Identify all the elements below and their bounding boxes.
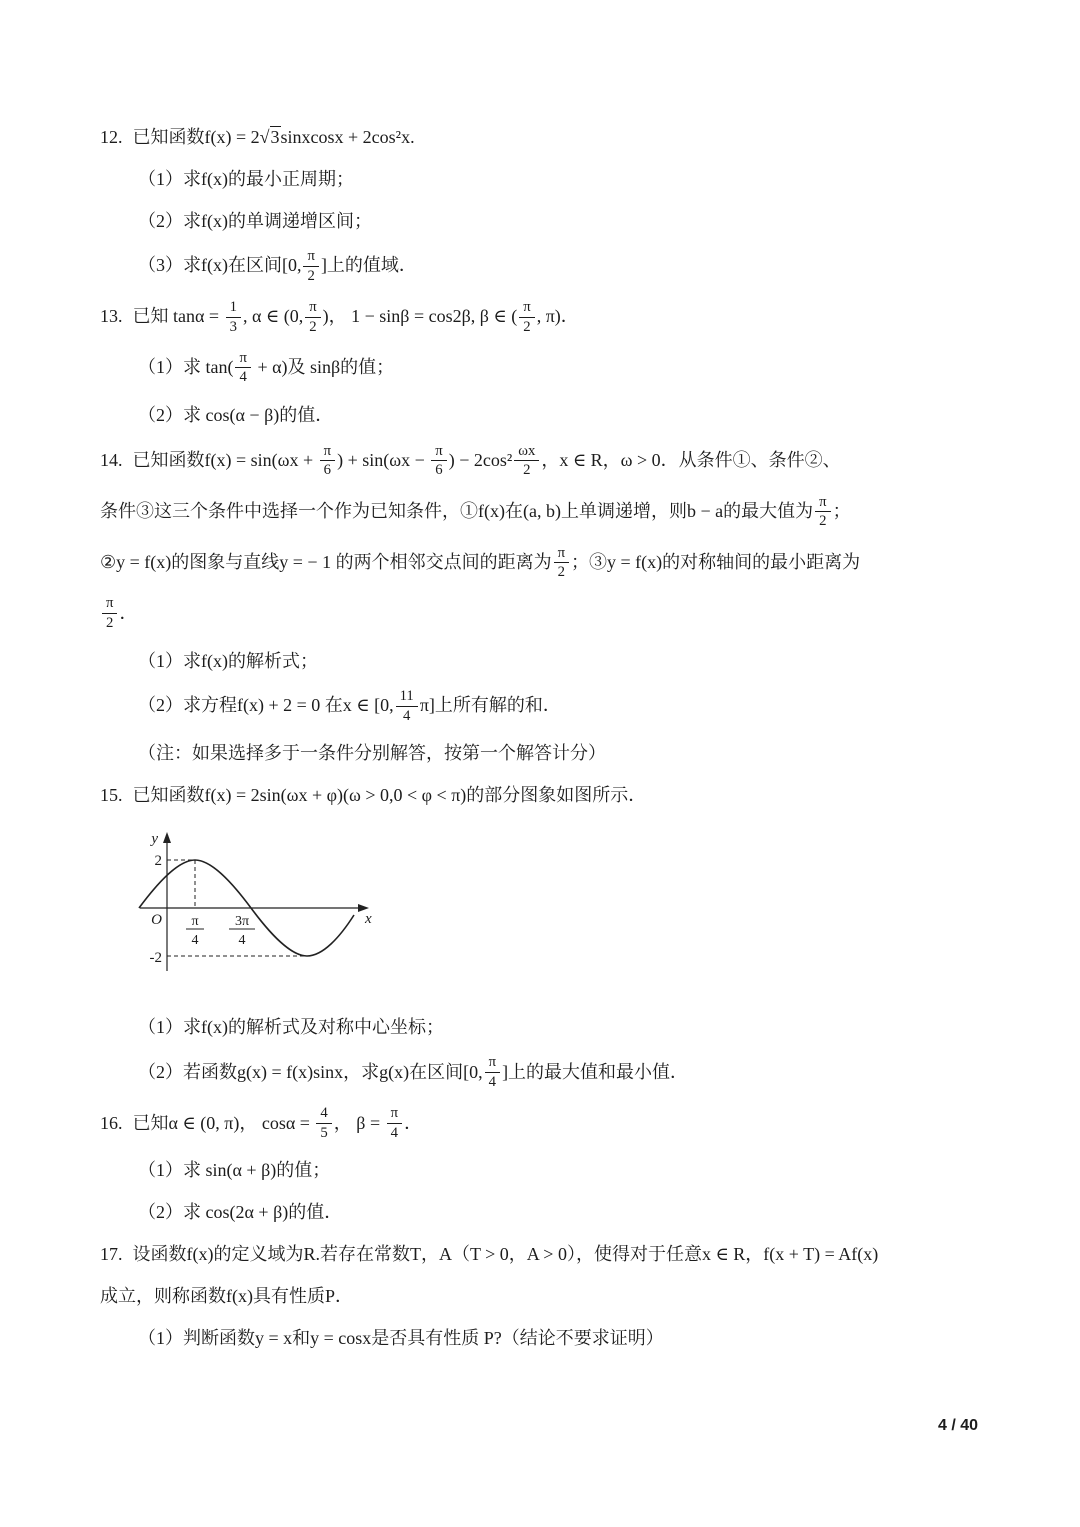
- tick-3pi4-denominator: 4: [238, 932, 246, 948]
- problem-intro-line: [100, 299, 982, 337]
- y-axis-label: y: [151, 830, 158, 847]
- tick-pi4-denominator: 4: [191, 932, 199, 948]
- tick-pi4-numerator: π: [191, 913, 199, 929]
- problem-16: [100, 1106, 982, 1228]
- problem-number: 13.: [100, 306, 123, 327]
- problem-subitems: [100, 1324, 982, 1353]
- problem-intro-line: 成立，则称函数f(x)具有性质P．: [100, 1285, 353, 1306]
- problem-intro-line: [100, 443, 982, 481]
- problem-intro-line: [100, 781, 982, 810]
- ymin-label: -2: [149, 949, 162, 966]
- problem-intro-text: 已知函数f(x) = 2sin(ωx + φ)(ω > 0,0 < φ < π)的部分图象如图所示．: [132, 785, 647, 806]
- problem-item: （2）求方程f(x) + 2 = 0 在x ∈ [0, $\frac{11}{4}$ π]上所有解的和．: [138, 688, 561, 724]
- problem-item: （2）求 cos(2α + β)的值．: [138, 1202, 343, 1223]
- problem-item: （2）求f(x)的单调递增区间；: [138, 210, 372, 231]
- sine-graph-figure: [122, 823, 982, 1000]
- problem-number: 15.: [100, 785, 123, 806]
- problem-item: （1）求f(x)的解析式；: [138, 650, 318, 671]
- problem-intro-line: 条件③这三个条件中选择一个作为已知条件，①f(x)在(a, b)上单调递增，则b − a的最大值为 $\frac{\pi}{2}$ ；: [100, 493, 851, 530]
- problem-item: （2）求 cos(α − β)的值．: [138, 405, 334, 426]
- problem-item: （1）求 sin(α + β)的值；: [138, 1160, 331, 1181]
- problem-17: [100, 1240, 982, 1352]
- problem-intro-line: [100, 123, 982, 152]
- problem-intro-line: [100, 1240, 982, 1269]
- problem-13: [100, 299, 982, 430]
- problem-item: （2）若函数g(x) = f(x)sinx，求g(x)在区间[0, $\frac{\pi}{4}$ ]上的最大值和最小值．: [138, 1054, 689, 1090]
- problem-intro-text: 已知函数f(x) = sin(ωx + $\frac{\pi}{6}$ ) + sin(ωx − $\frac{\pi}{6}$ ) − 2cos² $\frac{\omega x}{2}$ ，x ∈ R，ω > 0．从条件①、条件②、: [132, 442, 841, 479]
- problem-12: [100, 123, 982, 286]
- problem-number: 16.: [100, 1112, 123, 1133]
- problem-15-graph: [122, 823, 384, 995]
- tick-3pi4-numerator: 3π: [234, 913, 250, 929]
- problem-intro-line: $\frac{\pi}{2}$ ．: [100, 596, 982, 634]
- problem-14: [100, 443, 982, 768]
- problem-item: （1）求f(x)的最小正周期；: [138, 168, 354, 189]
- problem-subitems: [100, 1156, 982, 1227]
- page-number: 4 / 40: [937, 1417, 978, 1434]
- problem-intro-line: [100, 1106, 982, 1144]
- problem-note: （注：如果选择多于一条件分别解答，按第一个解答计分）: [138, 743, 606, 764]
- problem-subitems: [100, 647, 982, 769]
- problem-subitems: [100, 1013, 982, 1093]
- problem-subitems: [100, 165, 982, 287]
- problem-intro-text: 已知函数f(x) = 2√3sinxcosx + 2cos²x.: [132, 127, 415, 147]
- problem-subitems: [100, 350, 982, 430]
- problem-number: 17.: [100, 1244, 123, 1265]
- problem-item: （3）求f(x)在区间[0, $\frac{\pi}{2}$ ]上的值域．: [138, 248, 417, 284]
- problem-intro-text: 已知 tanα = $\frac{1}{3}$ , α ∈ (0, $\frac{\pi}{2}$ )， 1 − sinβ = cos2β, β ∈ ( $\frac{\pi}{2}$ , π)．: [132, 299, 579, 335]
- problem-15: [100, 781, 982, 1093]
- problem-number: 12.: [100, 127, 123, 147]
- problem-item: （1）求f(x)的解析式及对称中心坐标；: [138, 1016, 444, 1037]
- x-axis-label: x: [365, 910, 372, 927]
- problem-item: （1）求 tan( $\frac{\pi}{4}$ + α)及 sinβ的值；: [138, 350, 395, 386]
- ymax-label: 2: [154, 852, 162, 869]
- y-axis-arrow-icon: [163, 832, 171, 843]
- origin-label: O: [151, 911, 162, 928]
- problem-number: 14.: [100, 449, 123, 470]
- problem-intro-line: ②y = f(x)的图象与直线y = − 1 的两个相邻交点间的距离为 $\frac{\pi}{2}$ ；③y = f(x)的对称轴间的最小距离为: [100, 544, 861, 580]
- problem-item: （1）判断函数y = x和y = cosx是否具有性质 P?（结论不要求证明）: [138, 1327, 664, 1348]
- problem-intro-text: 已知α ∈ (0, π)， cosα = $\frac{4}{5}$ ， β = $\frac{\pi}{4}$ ．: [132, 1105, 423, 1141]
- problem-intro-text: 设函数f(x)的定义域为R.若存在常数T，A（T > 0，A > 0），使得对于任意x ∈ R，f(x + T) = Af(x): [132, 1244, 879, 1265]
